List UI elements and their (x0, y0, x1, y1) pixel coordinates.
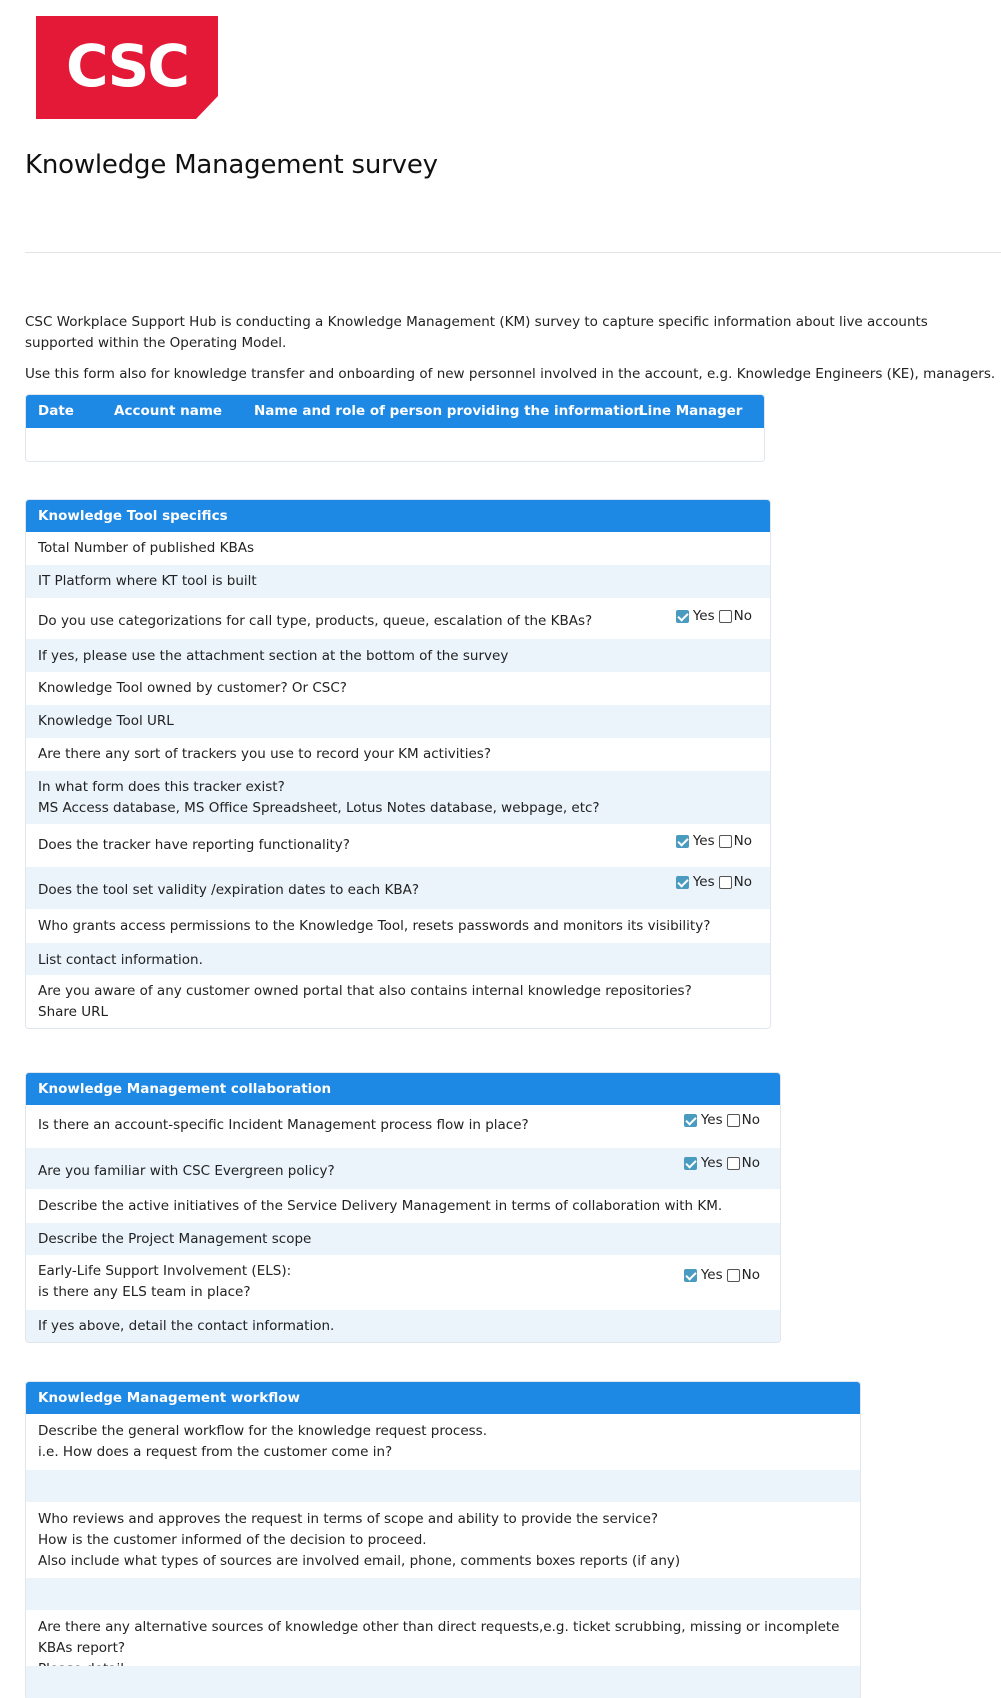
yes-no-group (676, 833, 752, 849)
csc-logo-mark (36, 16, 218, 119)
yes-checkbox[interactable] (684, 1157, 697, 1170)
question-text (38, 1229, 311, 1250)
question-text (38, 1261, 291, 1303)
question-line: Early-Life Support Involvement (ELS): (38, 1263, 292, 1279)
page-title: Knowledge Management survey (25, 150, 438, 180)
question-row[interactable] (26, 943, 770, 975)
no-checkbox[interactable] (719, 835, 732, 848)
column-header-date: Date (38, 403, 74, 419)
question-line: Share URL (38, 1004, 109, 1020)
intro-paragraph-2: Use this form also for knowledge transfer and onboarding of new personnel involved in the account, e.g. Knowledge Engineers (KE), managers. (25, 366, 996, 382)
section-title: Knowledge Tool specifics (26, 500, 770, 532)
question-line: Who grants access permissions to the Knowledge Tool, resets passwords and monitors its visibility? (38, 918, 711, 934)
question-row[interactable] (26, 1105, 780, 1148)
question-text (38, 1196, 722, 1217)
header-divider (25, 252, 1001, 253)
question-row[interactable] (26, 1148, 780, 1189)
question-text (38, 777, 600, 819)
account-info-table (25, 394, 765, 462)
section-2 (25, 1072, 781, 1343)
question-text (38, 711, 174, 732)
question-text (38, 646, 508, 667)
no-label: No (733, 608, 752, 624)
question-line: Is there an account-specific Incident Management process flow in place? (38, 1117, 529, 1133)
yes-no-group (676, 608, 752, 624)
section-title: Knowledge Management workflow (26, 1382, 860, 1414)
question-row[interactable] (26, 1502, 860, 1578)
question-row[interactable] (26, 1310, 780, 1342)
question-line: Describe the active initiatives of the Service Delivery Management in terms of collaboration with KM. (38, 1198, 723, 1214)
yes-checkbox[interactable] (684, 1269, 697, 1282)
account-info-empty-row[interactable] (26, 428, 764, 462)
question-line: Are there any alternative sources of knowledge other than direct requests,e.g. ticket scrubbing, missing or incomplete KBAs report? (38, 1619, 840, 1656)
question-row[interactable] (26, 738, 770, 771)
question-row[interactable] (26, 1470, 860, 1502)
question-line: Are you aware of any customer owned portal that also contains internal knowledge repositories? (38, 983, 692, 999)
yes-label: Yes (692, 608, 715, 624)
question-row[interactable] (26, 598, 770, 639)
question-line: List contact information. (38, 952, 203, 968)
question-text (38, 1509, 680, 1572)
yes-no-group (676, 874, 752, 890)
column-header-line-manager: Line Manager (639, 403, 743, 419)
question-row[interactable] (26, 639, 770, 672)
question-row[interactable] (26, 1666, 860, 1698)
yes-no-group (684, 1155, 760, 1171)
question-text (38, 880, 419, 901)
question-line: If yes, please use the attachment section at the bottom of the survey (38, 648, 509, 664)
question-text (38, 1115, 529, 1136)
yes-checkbox[interactable] (684, 1114, 697, 1127)
question-text (38, 981, 692, 1023)
yes-checkbox[interactable] (676, 610, 689, 623)
question-row[interactable] (26, 867, 770, 909)
question-line: is there any ELS team in place? (38, 1284, 251, 1300)
yes-no-group (684, 1267, 760, 1283)
yes-label: Yes (700, 1155, 723, 1171)
question-line: IT Platform where KT tool is built (38, 573, 257, 589)
question-row[interactable] (26, 1223, 780, 1255)
question-line: Knowledge Tool URL (38, 713, 174, 729)
question-line: Who reviews and approves the request in terms of scope and ability to provide the service? (38, 1511, 659, 1527)
question-row[interactable] (26, 1610, 860, 1666)
question-line: i.e. How does a request from the customer come in? (38, 1444, 393, 1460)
question-line: Describe the general workflow for the knowledge request process. (38, 1423, 487, 1439)
question-row[interactable] (26, 1255, 780, 1310)
question-text (38, 678, 347, 699)
question-row[interactable] (26, 532, 770, 565)
yes-no-group (684, 1112, 760, 1128)
question-row[interactable] (26, 1414, 860, 1470)
svg-text:CSC: CSC (66, 32, 188, 100)
no-checkbox[interactable] (727, 1269, 740, 1282)
question-line: Does the tracker have reporting functionality? (38, 837, 350, 853)
question-line: MS Access database, MS Office Spreadsheet, Lotus Notes database, webpage, etc? (38, 800, 600, 816)
question-line: In what form does this tracker exist? (38, 779, 285, 795)
no-label: No (741, 1267, 760, 1283)
question-text (38, 538, 254, 559)
yes-label: Yes (700, 1112, 723, 1128)
yes-checkbox[interactable] (676, 876, 689, 889)
no-checkbox[interactable] (719, 610, 732, 623)
yes-checkbox[interactable] (676, 835, 689, 848)
question-text (38, 1161, 335, 1182)
section-3 (25, 1381, 861, 1698)
question-row[interactable] (26, 705, 770, 738)
no-checkbox[interactable] (727, 1157, 740, 1170)
question-row[interactable] (26, 1578, 860, 1610)
question-row[interactable] (26, 672, 770, 705)
section-title: Knowledge Management collaboration (26, 1073, 780, 1105)
yes-label: Yes (692, 833, 715, 849)
question-line: Are you familiar with CSC Evergreen policy? (38, 1163, 335, 1179)
question-line: Knowledge Tool owned by customer? Or CSC? (38, 680, 347, 696)
question-row[interactable] (26, 565, 770, 598)
no-checkbox[interactable] (719, 876, 732, 889)
question-line: Describe the Project Management scope (38, 1231, 312, 1247)
column-header-account-name: Account name (114, 403, 223, 419)
no-label: No (741, 1155, 760, 1171)
question-text (38, 1421, 487, 1463)
question-row[interactable] (26, 909, 770, 943)
section-1 (25, 499, 771, 1029)
no-label: No (741, 1112, 760, 1128)
yes-label: Yes (692, 874, 715, 890)
question-row[interactable] (26, 975, 770, 1028)
account-info-header (26, 395, 764, 428)
question-line: Do you use categorizations for call type, products, queue, escalation of the KBAs? (38, 613, 593, 629)
intro-paragraph-1: CSC Workplace Support Hub is conducting a Knowledge Management (KM) survey to capture specific information about live accounts supported within the Operating Model. (25, 314, 928, 351)
column-header-name-role: Name and role of person providing the information (254, 403, 644, 419)
question-text (38, 611, 592, 632)
question-text (38, 1316, 334, 1337)
question-line: If yes above, detail the contact information. (38, 1318, 335, 1334)
question-line: How is the customer informed of the decision to proceed. (38, 1532, 427, 1548)
question-text (38, 744, 491, 765)
question-line: Does the tool set validity /expiration dates to each KBA? (38, 882, 420, 898)
question-row[interactable] (26, 771, 770, 824)
question-row[interactable] (26, 1189, 780, 1223)
yes-label: Yes (700, 1267, 723, 1283)
question-line: Also include what types of sources are involved email, phone, comments boxes reports (if any) (38, 1553, 681, 1569)
question-row[interactable] (26, 824, 770, 867)
no-label: No (733, 874, 752, 890)
no-checkbox[interactable] (727, 1114, 740, 1127)
question-line: Total Number of published KBAs (38, 540, 254, 556)
question-text (38, 571, 257, 592)
question-text (38, 916, 710, 937)
question-text (38, 950, 203, 971)
csc-logo (36, 16, 218, 119)
question-line: Are there any sort of trackers you use to record your KM activities? (38, 746, 491, 762)
no-label: No (733, 833, 752, 849)
question-text (38, 835, 350, 856)
